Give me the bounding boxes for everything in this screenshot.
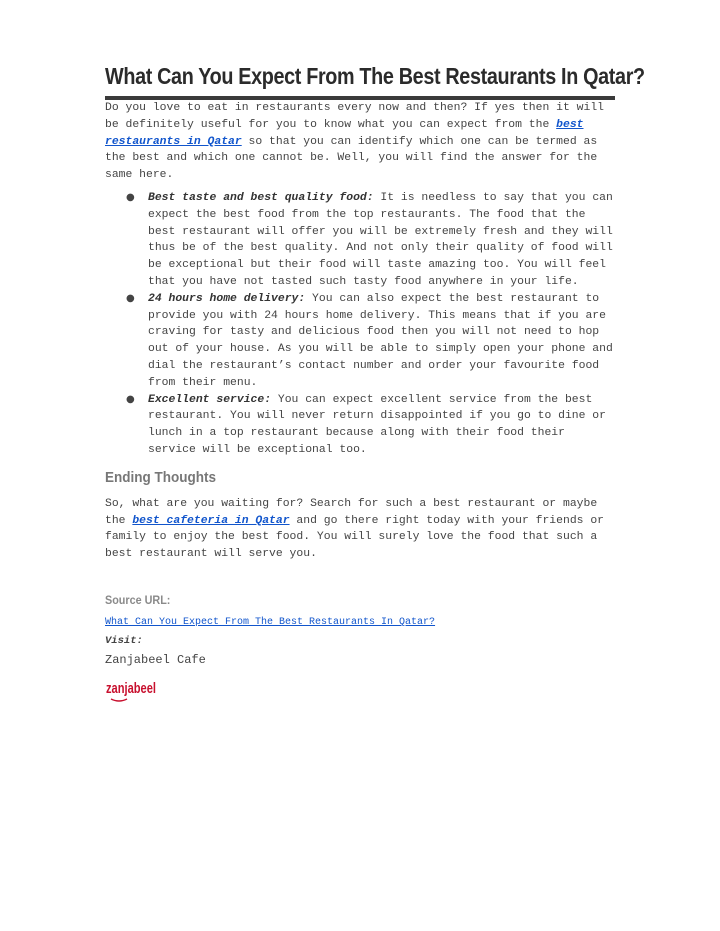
list-item-lead: Excellent service: [148,393,272,406]
logo-text: zanjabeel [106,679,156,697]
ending-thoughts-heading: Ending Thoughts [105,468,216,486]
best-restaurants-link[interactable]: best restaurants in Qatar [105,118,584,148]
list-item [105,190,617,291]
list-item-text: It is needless to say that you can expect the best food from the top restaurants. The food that the best restaurant will offer you will be extremely fresh and they will thus be of the best quality. And not only their quality of food will be exceptional but their food will taste amazing too. You will feel that you have not tasted such tasty food anywhere in your life. [148,191,613,288]
bullet-icon: ● [126,393,135,405]
features-list [105,190,617,459]
ending-text-after: and go there right today with your friends or family to enjoy the best food. You will surely love the food that such a best restaurant will serve you. [105,514,604,561]
intro-text-after: so that you can identify which one can be termed as the best and which one cannot be. Well, you will find the answer for the same here. [105,135,598,182]
bullet-icon: ● [126,191,135,203]
bullet-icon: ● [126,292,135,304]
ending-paragraph [105,496,617,563]
article [105,56,645,705]
list-item-text: You can also expect the best restaurant to provide you with 24 hours home delivery. This means that if you are craving for tasty and delicious food then you will not need to hop out of your house. As you will be able to simply open your phone and dial the restaurant’s contact number and order your favourite food from their menu. [148,292,613,389]
intro-paragraph [105,100,617,184]
page-title: What Can You Expect From The Best Restaurants In Qatar? [105,63,645,89]
source-url-link[interactable]: What Can You Expect From The Best Restaurants In Qatar? [105,616,436,628]
cafe-name: Zanjabeel Cafe [105,652,206,667]
list-item-lead: Best taste and best quality food: [148,191,374,204]
source-url-label: Source URL: [105,592,171,607]
visit-label: Visit: [105,634,143,647]
list-item-lead: 24 hours home delivery: [148,292,306,305]
ending-text-before: So, what are you waiting for? Search for such a best restaurant or maybe the [105,497,598,527]
list-item [105,392,617,459]
list-item-text: You can expect excellent service from the best restaurant. You will never return disappointed if you go to dine or lunch in a top restaurant because along with their food their service will be exceptional too. [148,393,606,456]
zanjabeel-logo [105,675,159,705]
intro-text-before: Do you love to eat in restaurants every now and then? If yes then it will be definitely useful for you to know what you can expect from the [105,102,604,131]
logo-swoosh [111,699,127,701]
best-cafeteria-link[interactable]: best cafeteria in Qatar [132,514,290,527]
list-item [105,291,617,392]
